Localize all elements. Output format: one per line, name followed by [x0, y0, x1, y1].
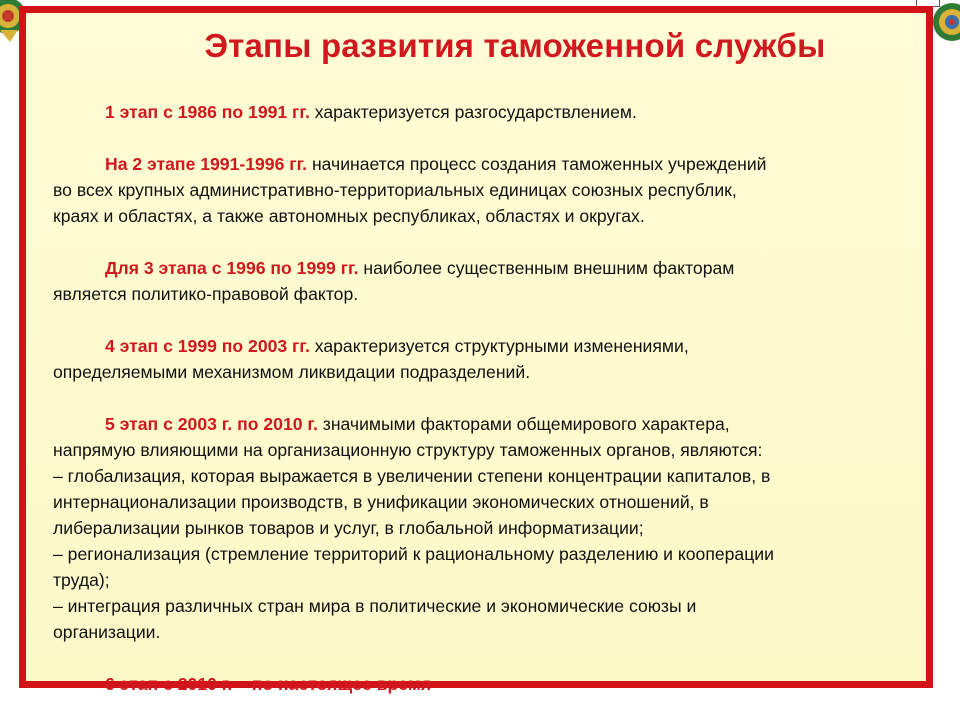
stage-5-line: труда);: [53, 570, 110, 590]
stage-4-label: 4 этап с 1999 по 2003 гг.: [105, 336, 310, 356]
stage-2-line: краях и областях, а также автономных республиках, областях и округах.: [53, 206, 645, 226]
stage-2-line: во всех крупных административно-территориальных единицах союзных республик,: [53, 180, 737, 200]
stage-2-text: начинается процесс создания таможенных учреждений: [311, 154, 767, 174]
stage-3-line: является политико-правовой фактор.: [53, 284, 359, 304]
stage-4: [53, 333, 921, 385]
stage-1-label: 1 этап с 1986 по 1991 гг.: [105, 102, 310, 122]
stage-5: [53, 411, 921, 645]
stage-1-text: характеризуется разгосударствлением.: [314, 102, 637, 122]
stage-2: [53, 151, 921, 229]
stage-5-line: напрямую влияющими на организационную структуру таможенных органов, являются:: [53, 440, 763, 460]
stage-6-label: 6 этап с 2010 г. – по настоящее время: [105, 674, 432, 694]
stage-5-line: организации.: [53, 622, 161, 642]
stage-5-line: либерализации рынков товаров и услуг, в глобальной информатизации;: [53, 518, 644, 538]
stage-3: [53, 255, 921, 307]
stage-3-label: Для 3 этапа с 1996 по 1999 гг.: [105, 258, 359, 278]
stage-4-line: определяемыми механизмом ликвидации подразделений.: [53, 362, 531, 382]
stage-5-line: интернационализации производств, в унификации экономических отношений, в: [53, 492, 709, 512]
stage-3-text: наиболее существенным внешним факторам: [363, 258, 735, 278]
stage-6: [53, 671, 921, 697]
stage-5-label: 5 этап с 2003 г. по 2010 г.: [105, 414, 318, 434]
stage-5-line: – глобализация, которая выражается в увеличении степени концентрации капиталов, в: [53, 466, 771, 486]
stages-list: [53, 99, 921, 723]
stage-1: [53, 99, 921, 125]
stage-2-label: На 2 этапе 1991-1996 гг.: [105, 154, 308, 174]
stage-4-text: характеризуется структурными изменениями,: [314, 336, 689, 356]
stage-5-text: значимыми факторами общемирового характера,: [322, 414, 730, 434]
stage-5-line: – интеграция различных стран мира в политические и экономические союзы и: [53, 596, 697, 616]
slide-frame: [19, 6, 933, 694]
slide-title: Этапы развития таможенной службы: [204, 27, 826, 64]
stage-5-line: – регионализация (стремление территорий к рациональному разделению и кооперации: [53, 544, 774, 564]
